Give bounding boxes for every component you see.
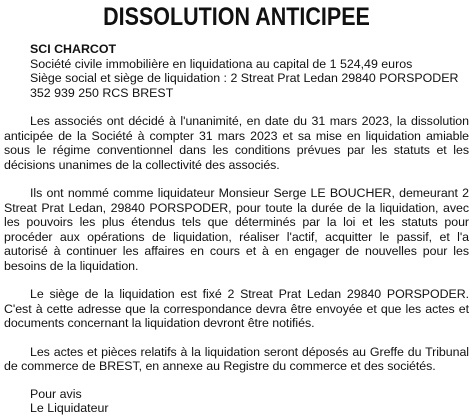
paragraph-liquidator: Ils ont nommé comme liquidateur Monsieur Serge LE BOUCHER, demeurant 2 Streat Prat Ledan, 29840 PORSPODER, pour toute la durée de la liquidation, avec les pouvoirs les plus étendus tels que déterminés par la loi et les statuts pour procéder aux opérations de liquidation, réaliser l'actif, acquitter le passif, et l'a autorisé à continuer les affaires en cours et à en engager de nouvelles pour les besoins de la liquidation. — [4, 186, 469, 273]
company-header — [30, 42, 469, 100]
paragraph-liquidation-seat: Le siège de la liquidation est fixé 2 Streat Prat Ledan 29840 PORSPODER. C'est à cette adresse que la correspondance devra être envoyée et que les actes et documents concernant la liquidation devront être notifiés. — [4, 287, 469, 330]
company-legal-form: Société civile immobilière en liquidationa au capital de 1 524,49 euros — [30, 56, 413, 71]
paragraph-dissolution: Les associés ont décidé à l'unanimité, en date du 31 mars 2023, la dissolution anticipée de la Société à compter 31 mars 2023 et sa mise en liquidation amiable sous le régime conventionnel dans les conditions prévues par les statuts et les décisions unanimes de la collectivité des associés. — [4, 114, 469, 172]
signature-pour-avis: Pour avis — [30, 386, 82, 401]
paragraph-filing: Les actes et pièces relatifs à la liquidation seront déposés au Greffe du Tribunal de commerce de BREST, en annexe au Registre du commerce et des sociétés. — [4, 344, 469, 373]
signature-liquidator: Le Liquidateur — [30, 401, 109, 415]
notice-title: DISSOLUTION ANTICIPEE — [103, 3, 370, 31]
company-name: SCI CHARCOT — [30, 42, 117, 56]
company-registration: 352 939 250 RCS BREST — [30, 85, 174, 100]
signature-block — [30, 387, 469, 416]
company-registered-office: Siège social et siège de liquidation : 2 Streat Prat Ledan 29840 PORSPODER — [30, 71, 459, 85]
